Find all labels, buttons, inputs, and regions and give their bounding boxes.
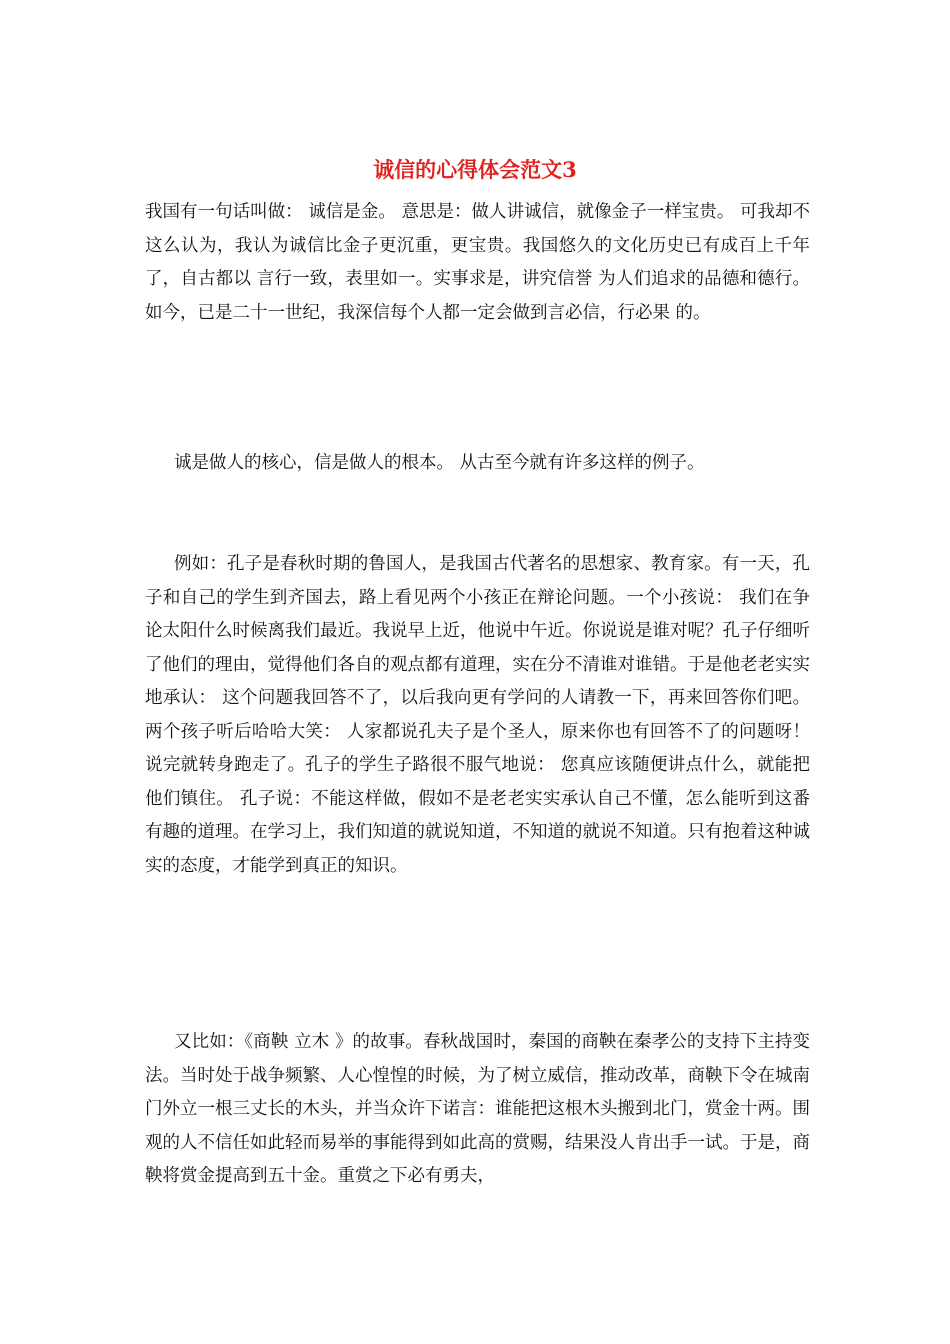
paragraph-core: 诚是做人的核心，信是做人的根本。 从古至今就有许多这样的例子。 bbox=[174, 453, 705, 473]
paragraph-confucius-example: 例如：孔子是春秋时期的鲁国人，是我国古代著名的思想家、教育家。有一天，孔子和自己的学生到齐国去，路上看见两个小孩正在辩论问题。一个小孩说： 我们在争论太阳什么时候离我们最近。我说早上近，他说中午近。你说说是谁对呢？孔子仔细听了他们的理由，觉得他们各自的观点都有道理，实在分不清谁对谁错。于是他老老实实地承认： 这个问题我回答不了，以后我向更有学问的人请教一下，再来回答你们吧。 两个孩子听后哈哈大笑： 人家都说孔夫子是个圣人，原来你也有回答不了的问题呀！说完就转身跑走了。孔子的学生子路很不服气地说： 您真应该随便讲点什么，就能把他们镇住。 孔子说：不能这样做，假如不是老老实实承认自己不懂，怎么能听到这番有趣的道理。在学习上，我们知道的就说知道，不知道的就说不知道。只有抱着这种诚实的态度，才能学到真正的知识。 bbox=[145, 554, 810, 876]
paragraph-intro: 我国有一句话叫做： 诚信是金。 意思是：做人讲诚信，就像金子一样宝贵。 可我却不这么认为，我认为诚信比金子更沉重，更宝贵。我国悠久的文化历史已有成百上千年了，自古都以 言行一致，表里如一。实事求是，讲究信誉 为人们追求的品德和德行。如今，已是二十一世纪，我深信每个人都一定会做到言必信，行必果 的。 bbox=[145, 202, 810, 323]
paragraph-shangyang-example: 又比如：《商鞅 立木 》的故事。春秋战国时，秦国的商鞅在秦孝公的支持下主持变法。当时处于战争频繁、人心惶惶的时候，为了树立威信，推动改革，商鞅下令在城南门外立一根三丈长的木头，并当众许下诺言：谁能把这根木头搬到北门，赏金十两。围观的人不信任如此轻而易举的事能得到如此高的赏赐，结果没人肯出手一试。于是，商鞅将赏金提高到五十金。重赏之下必有勇夫， bbox=[145, 1032, 810, 1186]
document-title: 诚信的心得体会范文3 bbox=[373, 157, 577, 182]
